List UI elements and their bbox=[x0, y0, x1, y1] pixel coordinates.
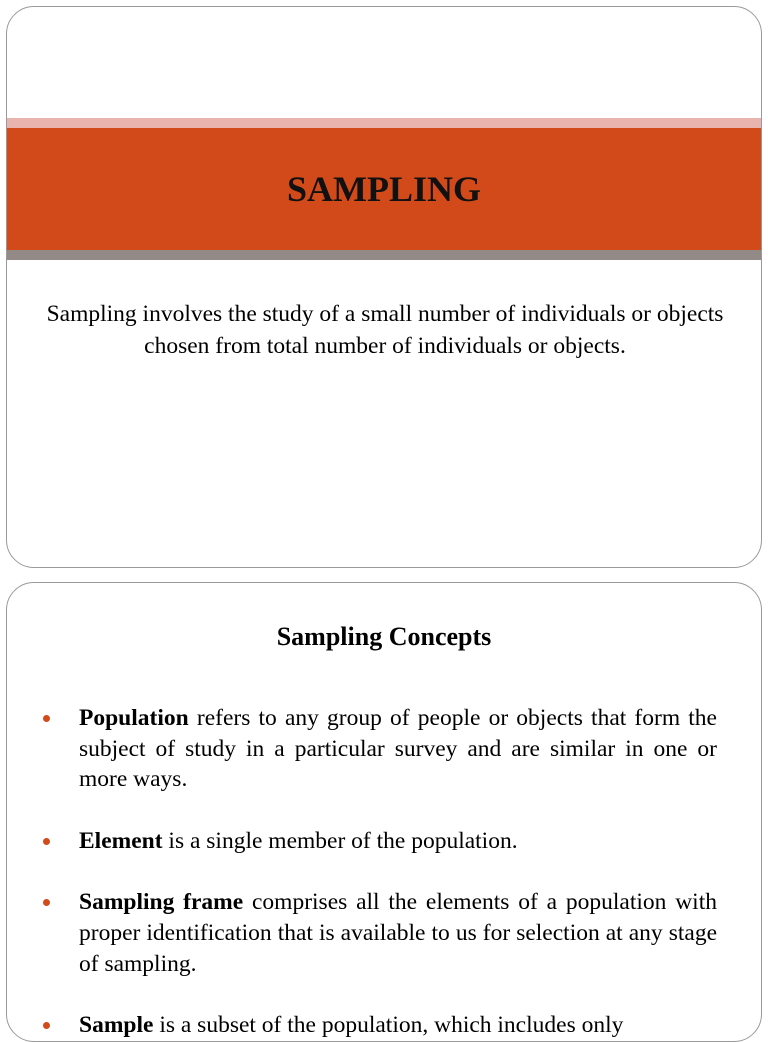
bullet-dot-icon bbox=[43, 838, 50, 845]
term-label: Sampling frame bbox=[79, 889, 244, 916]
bullet-dot-icon bbox=[43, 715, 50, 722]
list-item-population bbox=[79, 703, 717, 795]
slide-title: SAMPLING bbox=[286, 169, 481, 209]
list-item-sampling-frame bbox=[79, 887, 717, 979]
bullet-dot-icon bbox=[43, 899, 50, 906]
term-label: Sample bbox=[79, 1012, 154, 1039]
slide-sampling-concepts bbox=[6, 582, 762, 1042]
title-band-bottom-stripe bbox=[7, 250, 761, 260]
slide-sampling bbox=[6, 6, 762, 568]
term-label: Population bbox=[79, 705, 189, 731]
intro-paragraph: Sampling involves the study of a small number of individuals or objects chosen from total number of individuals or objects. bbox=[46, 301, 724, 359]
definition-text: is a subset of the population, which includes only bbox=[153, 1012, 624, 1039]
list-item-element bbox=[79, 826, 717, 857]
list-item-sample bbox=[79, 1010, 717, 1041]
definition-text: refers to any group of people or objects that form the subject of study in a particular survey and are similar in one or more ways. bbox=[79, 705, 717, 793]
bullet-dot-icon bbox=[43, 1022, 50, 1029]
title-band-top-stripe bbox=[7, 118, 761, 128]
definition-text: comprises all the elements of a population with proper identification that is available to us for selection at any stage of sampling. bbox=[79, 889, 717, 977]
concepts-title: Sampling Concepts bbox=[276, 622, 492, 651]
definition-text: is a single member of the population. bbox=[162, 827, 518, 854]
term-label: Element bbox=[79, 827, 163, 854]
concepts-list bbox=[79, 703, 717, 1042]
